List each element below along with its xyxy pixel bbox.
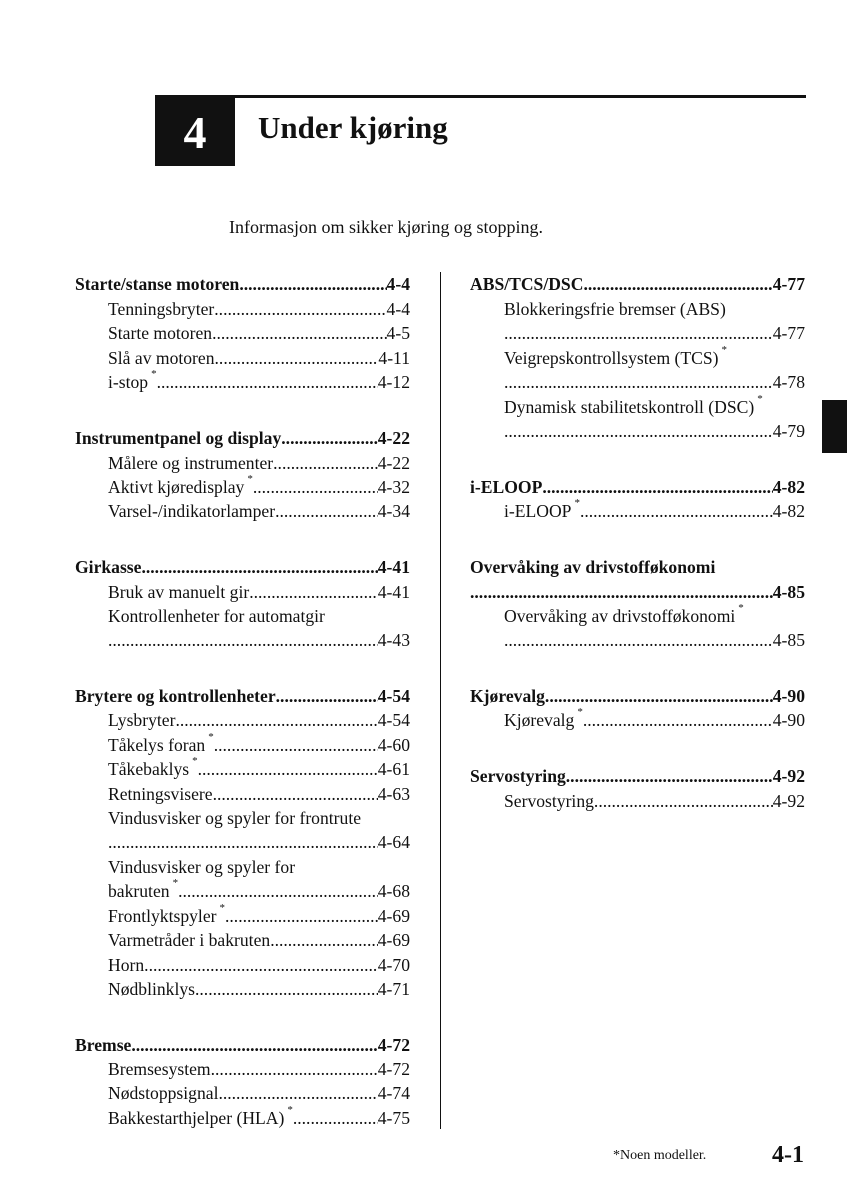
toc-section-entry[interactable] [75,1033,410,1057]
toc-entry-label: Kontrollenheter for automatgir [108,606,325,626]
toc-entry-label: Tåkelys foran * [108,731,214,755]
footnote-marker: * [151,368,157,381]
dot-leader [178,879,378,903]
toc-entry-label: Kjørevalg * [504,706,583,730]
toc-page-ref: 4-72 [377,1059,410,1079]
toc-entry-label: Bruk av manuelt gir [108,582,250,602]
toc-page-ref: 4-5 [386,323,410,343]
chapter-title: Under kjøring [258,110,448,145]
dot-leader [249,580,378,604]
dot-leader [504,370,773,394]
dot-leader [275,499,378,523]
toc-entry-label: Nødblinklys [108,979,195,999]
toc-page-ref: 4-71 [377,979,410,999]
toc-page-ref: 4-72 [377,1035,410,1055]
toc-entry-label: Horn [108,955,145,975]
toc-page-ref: 4-22 [377,428,410,448]
toc-entry-label: i-stop * [108,368,157,392]
toc-entry-label: Frontlyktspyler * [108,902,225,926]
toc-entry[interactable] [108,757,410,781]
toc-page-ref: 4-54 [377,686,410,706]
toc-entry-label: Vindusvisker og spyler for frontrute [108,808,362,828]
toc-page-ref: 4-4 [386,299,410,319]
dot-leader [583,272,772,296]
footnote-marker: * [738,602,744,615]
chapter-number: 4 [183,106,207,158]
footnote-marker: * [192,755,198,768]
toc-entry[interactable] [108,953,410,977]
toc-entry[interactable] [108,708,410,732]
toc-page-ref: 4-92 [772,766,805,786]
dot-leader [594,789,773,813]
footnote-marker: * [574,497,580,510]
toc-entry-label: Starte motoren [108,323,213,343]
toc-entry-label: Blokkeringsfrie bremser (ABS) [504,299,726,319]
toc-entry[interactable] [108,1106,410,1130]
dot-leader [211,1057,378,1081]
toc-entry-label: Bremsesystem [108,1059,211,1079]
toc-entry[interactable] [108,321,410,345]
toc-page-ref: 4-90 [772,710,805,730]
toc-entry-label: Varmetråder i bakruten [108,930,271,950]
toc-entry[interactable] [108,475,410,499]
toc-entry-label: Nødstoppsignal [108,1083,219,1103]
toc-section-entry[interactable] [470,580,805,604]
dot-leader [470,580,773,604]
toc-page-ref: 4-64 [377,832,410,852]
toc-page-ref: 4-82 [772,501,805,521]
toc-entry[interactable] [108,1057,410,1081]
dot-leader [215,346,379,370]
toc-page-ref: 4-69 [377,930,410,950]
dot-leader [293,1106,378,1130]
toc-page-ref: 4-61 [377,759,410,779]
dot-leader [108,830,378,854]
dot-leader [504,321,773,345]
toc-entry-label: ABS/TCS/DSC [470,274,584,294]
dot-leader [175,708,377,732]
dot-leader [580,499,773,523]
toc-entry-label: Slå av motoren [108,348,215,368]
toc-entry-label: i-ELOOP * [504,497,580,521]
column-divider [440,272,441,1129]
toc-page-ref: 4-41 [377,582,410,602]
dot-leader [225,904,378,928]
toc-entry[interactable] [504,321,805,345]
toc-entry-label: Målere og instrumenter [108,453,274,473]
toc-entry[interactable] [108,830,410,854]
footnote-marker: * [757,393,763,406]
page-number: 4-1 [772,1142,804,1168]
toc-entry-label: Retningsvisere [108,784,213,804]
toc-page-ref: 4-82 [772,477,805,497]
toc-entry[interactable] [108,451,410,475]
toc-entry-label: bakruten * [108,877,179,901]
toc-entry-label: Overvåking av drivstofføkonomi [470,557,716,577]
toc-page-ref: 4-70 [377,955,410,975]
toc-entry[interactable] [108,604,325,628]
toc-page-ref: 4-77 [772,274,805,294]
dot-leader [239,272,386,296]
toc-entry[interactable] [108,733,410,757]
toc-entry[interactable] [108,806,361,830]
toc-entry-label: Lysbryter [108,710,176,730]
toc-page-ref: 4-85 [772,630,805,650]
footnote-marker: * [247,473,253,486]
toc-entry-label: Tåkebaklys * [108,755,198,779]
toc-entry[interactable] [108,855,295,879]
toc-page-ref: 4-11 [378,348,410,368]
toc-section-entry[interactable] [470,475,805,499]
footnote-marker: * [219,902,225,915]
toc-section-entry[interactable] [75,272,410,296]
toc-entry-label: Servostyring [504,791,594,811]
dot-leader [276,684,378,708]
chapter-thumb-tab [822,400,847,453]
toc-entry[interactable] [108,904,410,928]
dot-leader [214,733,378,757]
dot-leader [141,555,377,579]
chapter-number-box [155,98,235,166]
toc-page-ref: 4-79 [772,421,805,441]
toc-section-entry[interactable] [75,684,410,708]
dot-leader [542,475,772,499]
toc-section-entry[interactable] [470,555,715,579]
toc-page-ref: 4-54 [377,710,410,730]
toc-entry-label: Servostyring [470,766,566,786]
dot-leader [157,370,378,394]
dot-leader [583,708,773,732]
dot-leader [214,297,386,321]
toc-entry-label: Aktivt kjøredisplay * [108,473,253,497]
toc-page-ref: 4-34 [377,501,410,521]
toc-entry[interactable] [504,419,805,443]
toc-entry[interactable] [504,628,805,652]
toc-entry-label: Varsel-/indikatorlamper [108,501,276,521]
toc-section-entry[interactable] [470,272,805,296]
dot-leader [273,451,378,475]
toc-entry[interactable] [108,1081,410,1105]
toc-entry-label: Bakkestarthjelper (HLA) * [108,1104,293,1128]
toc-page-ref: 4-43 [377,630,410,650]
footnote-marker: * [208,731,214,744]
toc-page-ref: 4-74 [377,1083,410,1103]
toc-entry[interactable] [108,499,410,523]
toc-entry-label: Overvåking av drivstofføkonomi * [504,602,744,626]
toc-page-ref: 4-92 [772,791,805,811]
toc-page-ref: 4-75 [377,1108,410,1128]
toc-entry[interactable] [108,297,410,321]
toc-entry[interactable] [504,395,763,419]
toc-entry-label: Vindusvisker og spyler for [108,857,296,877]
toc-page-ref: 4-77 [772,323,805,343]
toc-page-ref: 4-22 [377,453,410,473]
toc-entry-label: Starte/stanse motoren [75,274,240,294]
toc-entry[interactable] [108,370,410,394]
header-rule [155,95,806,98]
toc-section-entry[interactable] [75,426,410,450]
footnote-marker: * [721,344,728,357]
toc-entry-label: Instrumentpanel og display [75,428,282,448]
dot-leader [281,426,377,450]
toc-entry[interactable] [108,928,410,952]
toc-entry-label: Bremse [75,1035,132,1055]
toc-page-ref: 4-60 [377,735,410,755]
toc-entry-label: Brytere og kontrollenheter [75,686,276,706]
toc-entry[interactable] [504,297,726,321]
toc-page-ref: 4-63 [377,784,410,804]
dot-leader [253,475,378,499]
footnote: *Noen modeller. [613,1148,707,1163]
toc-page-ref: 4-85 [772,582,805,602]
dot-leader [566,764,773,788]
dot-leader [270,928,378,952]
dot-leader [131,1033,377,1057]
dot-leader [212,321,386,345]
toc-entry-label: i-ELOOP [470,477,543,497]
toc-entry[interactable] [504,346,727,370]
toc-page-ref: 4-78 [772,372,805,392]
dot-leader [545,684,773,708]
footnote-marker: * [577,706,583,719]
dot-leader [504,628,773,652]
toc-section-entry[interactable] [470,684,805,708]
toc-entry[interactable] [504,789,805,813]
toc-entry-label: Girkasse [75,557,142,577]
toc-entry[interactable] [504,708,805,732]
toc-page-ref: 4-12 [377,372,410,392]
toc-entry-label: Tenningsbryter [108,299,215,319]
dot-leader [218,1081,377,1105]
dot-leader [195,977,378,1001]
toc-entry-label: Kjørevalg [470,686,545,706]
dot-leader [144,953,378,977]
toc-page-ref: 4-4 [386,274,410,294]
toc-entry-label: Dynamisk stabilitetskontroll (DSC) * [504,393,763,417]
footnote-marker: * [172,877,179,890]
toc-entry[interactable] [108,879,410,903]
toc-entry[interactable] [108,782,410,806]
dot-leader [504,419,773,443]
dot-leader [198,757,378,781]
toc-page-ref: 4-32 [377,477,410,497]
dot-leader [108,628,378,652]
toc-section-entry[interactable] [75,555,410,579]
footnote-marker: * [287,1104,293,1117]
toc-entry[interactable] [108,580,410,604]
toc-entry[interactable] [108,628,410,652]
toc-entry-label: Veigrepskontrollsystem (TCS) * [504,344,728,368]
toc-page-ref: 4-69 [377,906,410,926]
chapter-intro: Informasjon om sikker kjøring og stopping. [229,217,543,237]
toc-entry[interactable] [504,499,805,523]
toc-entry[interactable] [504,370,805,394]
toc-page-ref: 4-68 [377,881,410,901]
toc-page-ref: 4-41 [377,557,410,577]
dot-leader [213,782,378,806]
toc-entry[interactable] [504,604,744,628]
toc-section-entry[interactable] [470,764,805,788]
toc-entry[interactable] [108,977,410,1001]
toc-page-ref: 4-90 [772,686,805,706]
toc-entry[interactable] [108,346,410,370]
